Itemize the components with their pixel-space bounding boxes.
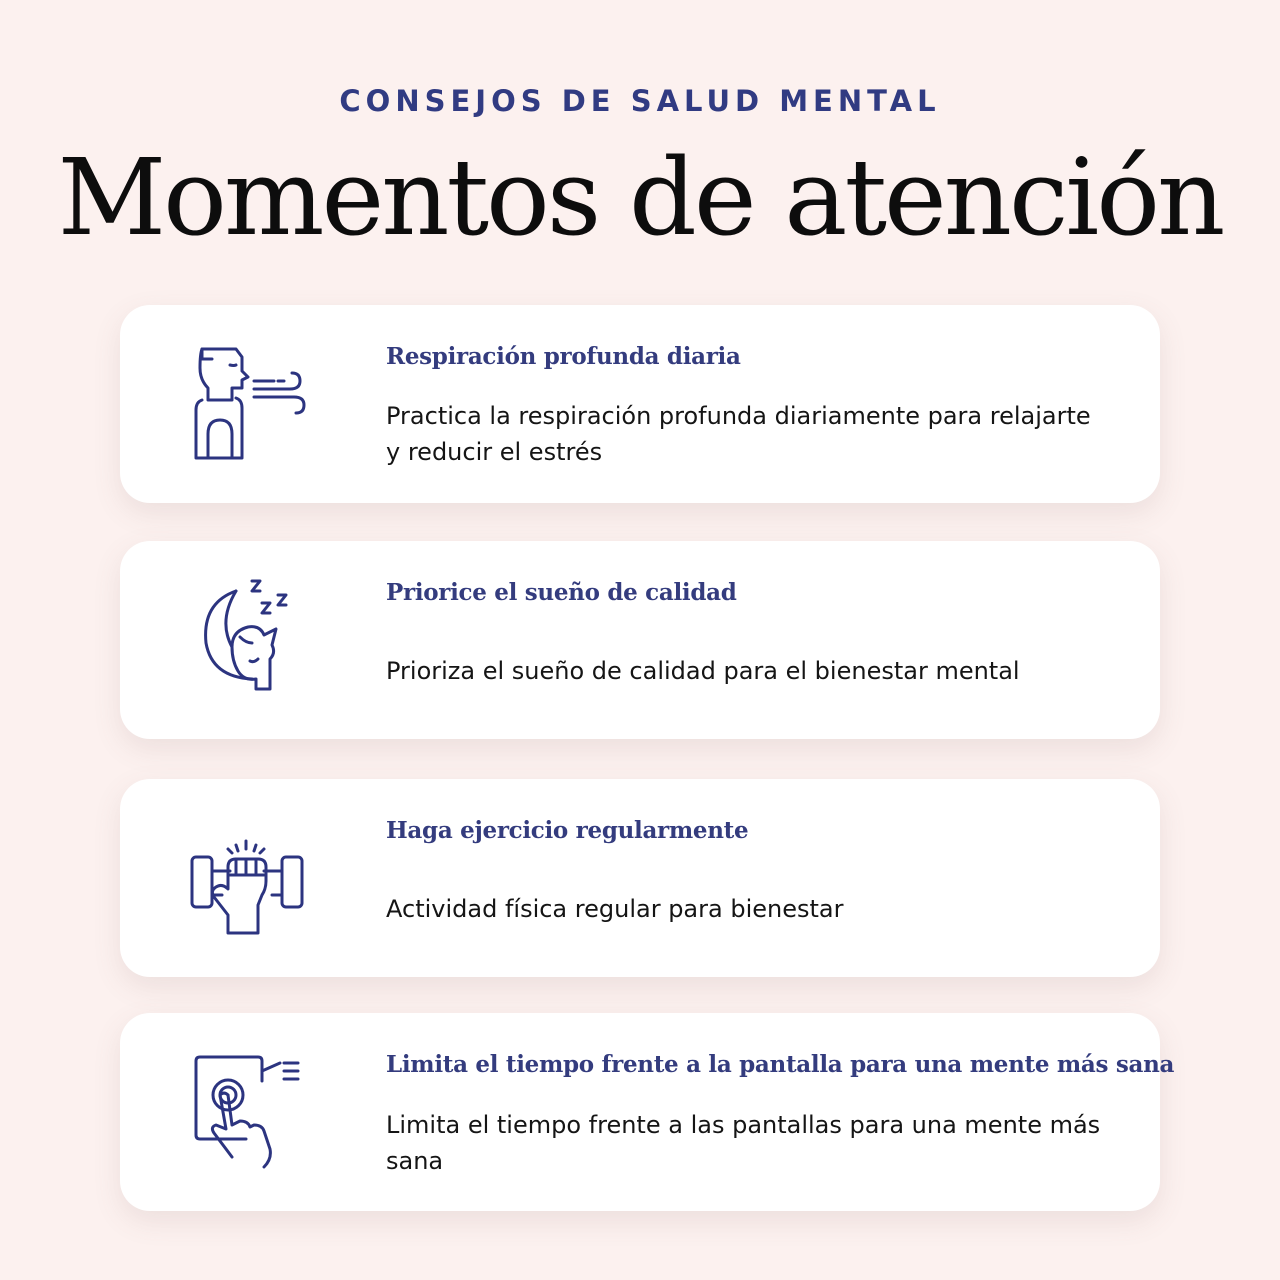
tip-heading: Respiración profunda diaria <box>386 343 741 370</box>
screen-touch-icon <box>188 1051 308 1173</box>
tip-heading: Limita el tiempo frente a la pantalla para una mente más sana <box>386 1051 1175 1078</box>
dumbbell-icon <box>188 817 308 939</box>
tip-card-exercise <box>120 779 1160 977</box>
tip-heading: Priorice el sueño de calidad <box>386 579 737 606</box>
tip-heading: Haga ejercicio regularmente <box>386 817 749 844</box>
breathing-icon <box>188 343 308 465</box>
eyebrow-text: CONSEJOS DE SALUD MENTAL <box>339 84 941 118</box>
page-title: Momentos de atención <box>57 136 1223 259</box>
tip-card-breathing <box>120 305 1160 503</box>
tip-description: Practica la respiración profunda diariamente para relajarte y reducir el estrés <box>386 402 1091 466</box>
tip-description: Limita el tiempo frente a las pantallas para una mente más sana <box>386 1111 1101 1175</box>
sleep-icon <box>188 579 308 701</box>
tip-card-screen-time <box>120 1013 1175 1211</box>
tip-description: Actividad física regular para bienestar <box>386 895 844 923</box>
tip-description: Prioriza el sueño de calidad para el bienestar mental <box>386 657 1020 685</box>
tip-card-sleep <box>120 541 1160 739</box>
